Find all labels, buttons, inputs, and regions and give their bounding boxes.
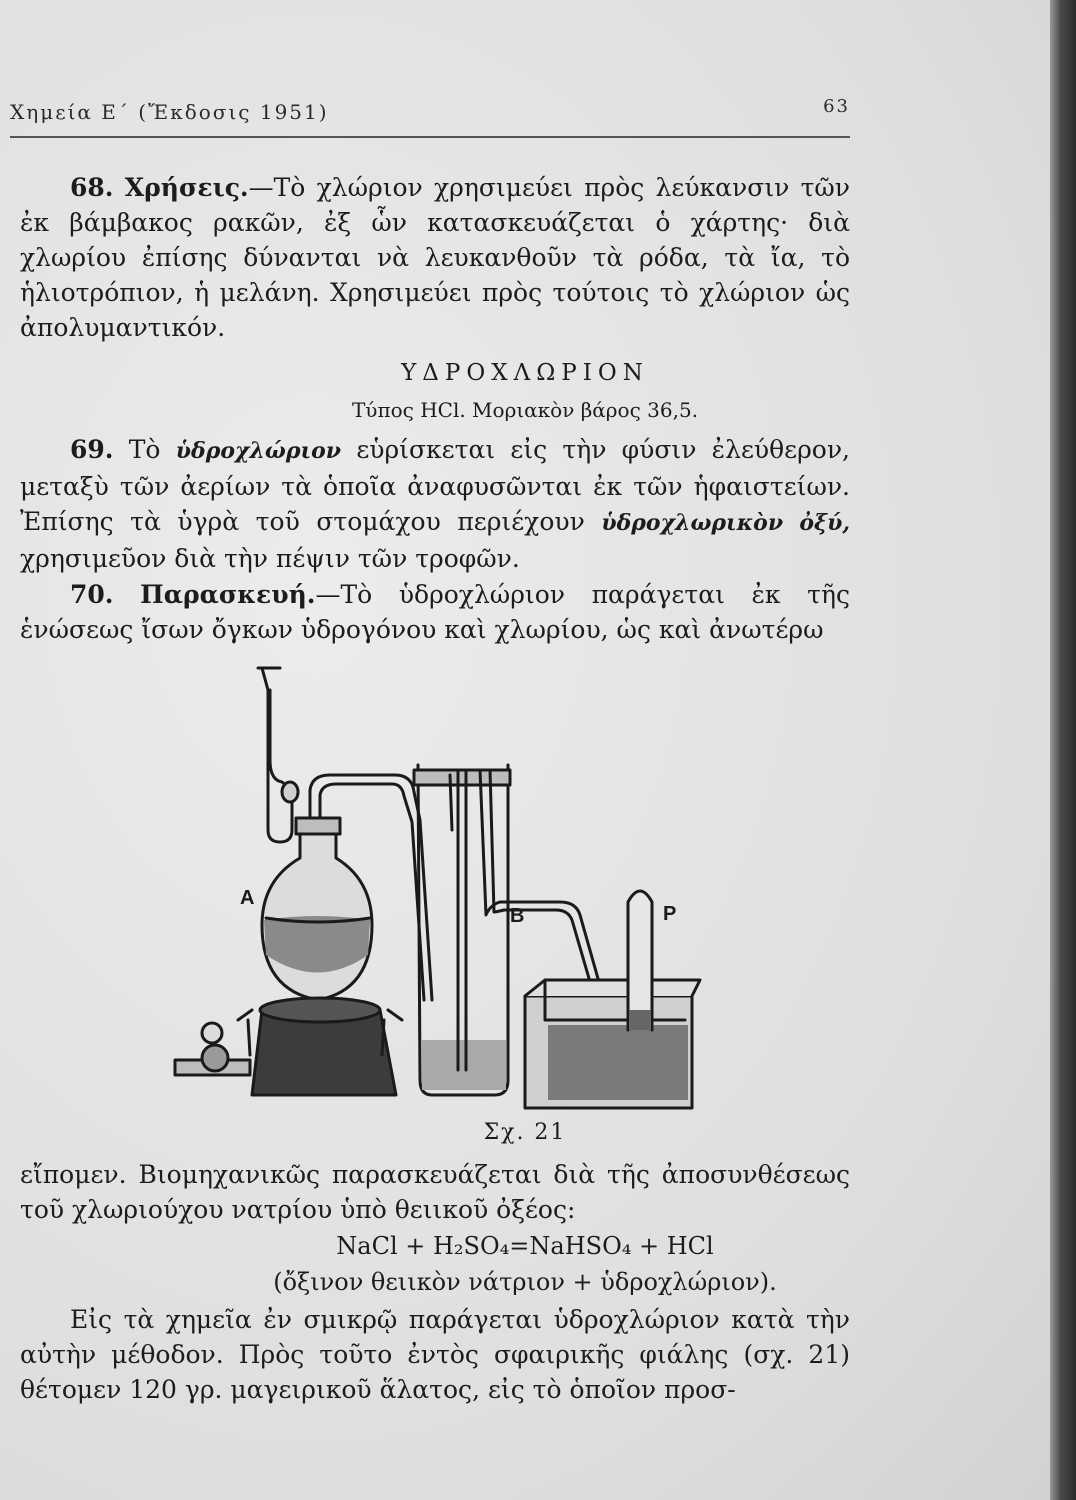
- equation-note: (ὄξινον θειικὸν νάτριον + ὑδροχλώριον).: [273, 1268, 777, 1296]
- continuation-paragraph: εἴπομεν. Βιομηχανικῶς παρασκευάζεται διὰ τῆς ἀποσυνθέσεως τοῦ χλωριούχου νατρίου ὑπὸ θειικοῦ ὀξέος:: [20, 1160, 850, 1224]
- page-number: 63: [823, 96, 850, 117]
- last-paragraph: [20, 1302, 850, 1407]
- section-69-number: 69.: [70, 435, 114, 464]
- section-69: [20, 432, 850, 576]
- section-70-paragraph: [20, 577, 850, 647]
- section-70: [20, 577, 850, 647]
- figure-caption: Σχ. 21: [483, 1120, 567, 1145]
- running-header: [10, 96, 850, 136]
- section-68-number: 68.: [70, 173, 114, 202]
- section-68-paragraph: [20, 170, 850, 345]
- last-paragraph-text: Εἰς τὰ χημεῖα ἐν σμικρῷ παράγεται ὑδροχλώριον κατὰ τὴν αὐτὴν μέθοδον. Πρὸς τοῦτο ἐντὸς σφαιρικῆς φιάλης (σχ. 21) θέτομεν 120 γρ. μαγειρικοῦ ἅλατος, εἰς τὸ ὁποῖον προσ-: [20, 1305, 850, 1404]
- chemical-equation: NaCl + H₂SO₄=NaHSO₄ + HCl: [336, 1232, 714, 1260]
- page-edge-shadow: [1050, 0, 1076, 1500]
- section-70-heading: Παρασκευή.: [140, 580, 316, 609]
- section-70-text: —Τὸ ὑδροχλώριον παράγεται ἐκ τῆς ἑνώσεως ἴσων ὄγκων ὑδρογόνου καὶ χλωρίου, ὡς καὶ ἀνωτέρω: [20, 580, 850, 644]
- section-70-number: 70.: [70, 580, 114, 609]
- label-a: A: [240, 887, 255, 909]
- round-flask-a: [262, 818, 372, 1000]
- compound-title: ΥΔΡΟΧΛΩΡΙΟΝ: [401, 360, 649, 386]
- compound-formula-line: Τύπος HCl. Μοριακὸν βάρος 36,5.: [351, 398, 699, 422]
- collection-tube-p: [628, 891, 652, 1030]
- label-p: P: [663, 903, 677, 925]
- header-rule: [10, 136, 850, 138]
- section-68: [20, 170, 850, 345]
- apparatus-figure: [150, 655, 890, 1125]
- header-title: Χημεία Ε΄ (Ἔκδοσις 1951): [10, 100, 329, 124]
- section-69-text-c: χρησιμεῦον διὰ τὴν πέψιν τῶν τροφῶν.: [20, 544, 520, 573]
- term-hydrochloric-acid: ὑδροχλωρικὸν ὀξύ,: [601, 510, 851, 536]
- section-68-text: —Τὸ χλώριον χρησιμεύει πρὸς λεύκανσιν τῶν ἐκ βάμβακος ρακῶν, ἐξ ὧν κατασκευάζεται ὁ χάρτης· διὰ χλωρίου ἐπίσης δύνανται νὰ λευκανθοῦν τὰ ρόδα, τὰ ἴα, τὸ ἡλιοτρόπιον, ἡ μελάνη. Χρησιμεύει πρὸς τούτοις τὸ χλώριον ὡς ἀπολυμαντικόν.: [20, 173, 850, 342]
- section-69-text-b: εὑρίσκεται εἰς τὴν φύσιν ἐλεύθερον, μεταξὺ τῶν ἀερίων τὰ ὁποῖα ἀναφυσῶνται ἐκ τῶν ἡφαιστείων. Ἐπίσης τὰ ὑγρὰ τοῦ στομάχου περιέχουν: [20, 435, 850, 536]
- term-hydrogen-chloride: ὑδροχλώριον: [175, 438, 342, 464]
- section-68-heading: Χρήσεις.: [124, 173, 249, 202]
- continuation-text: [20, 1157, 850, 1227]
- section-69-paragraph: [20, 432, 850, 576]
- label-b: B: [510, 905, 525, 927]
- section-69-text-a: Τὸ: [113, 435, 176, 464]
